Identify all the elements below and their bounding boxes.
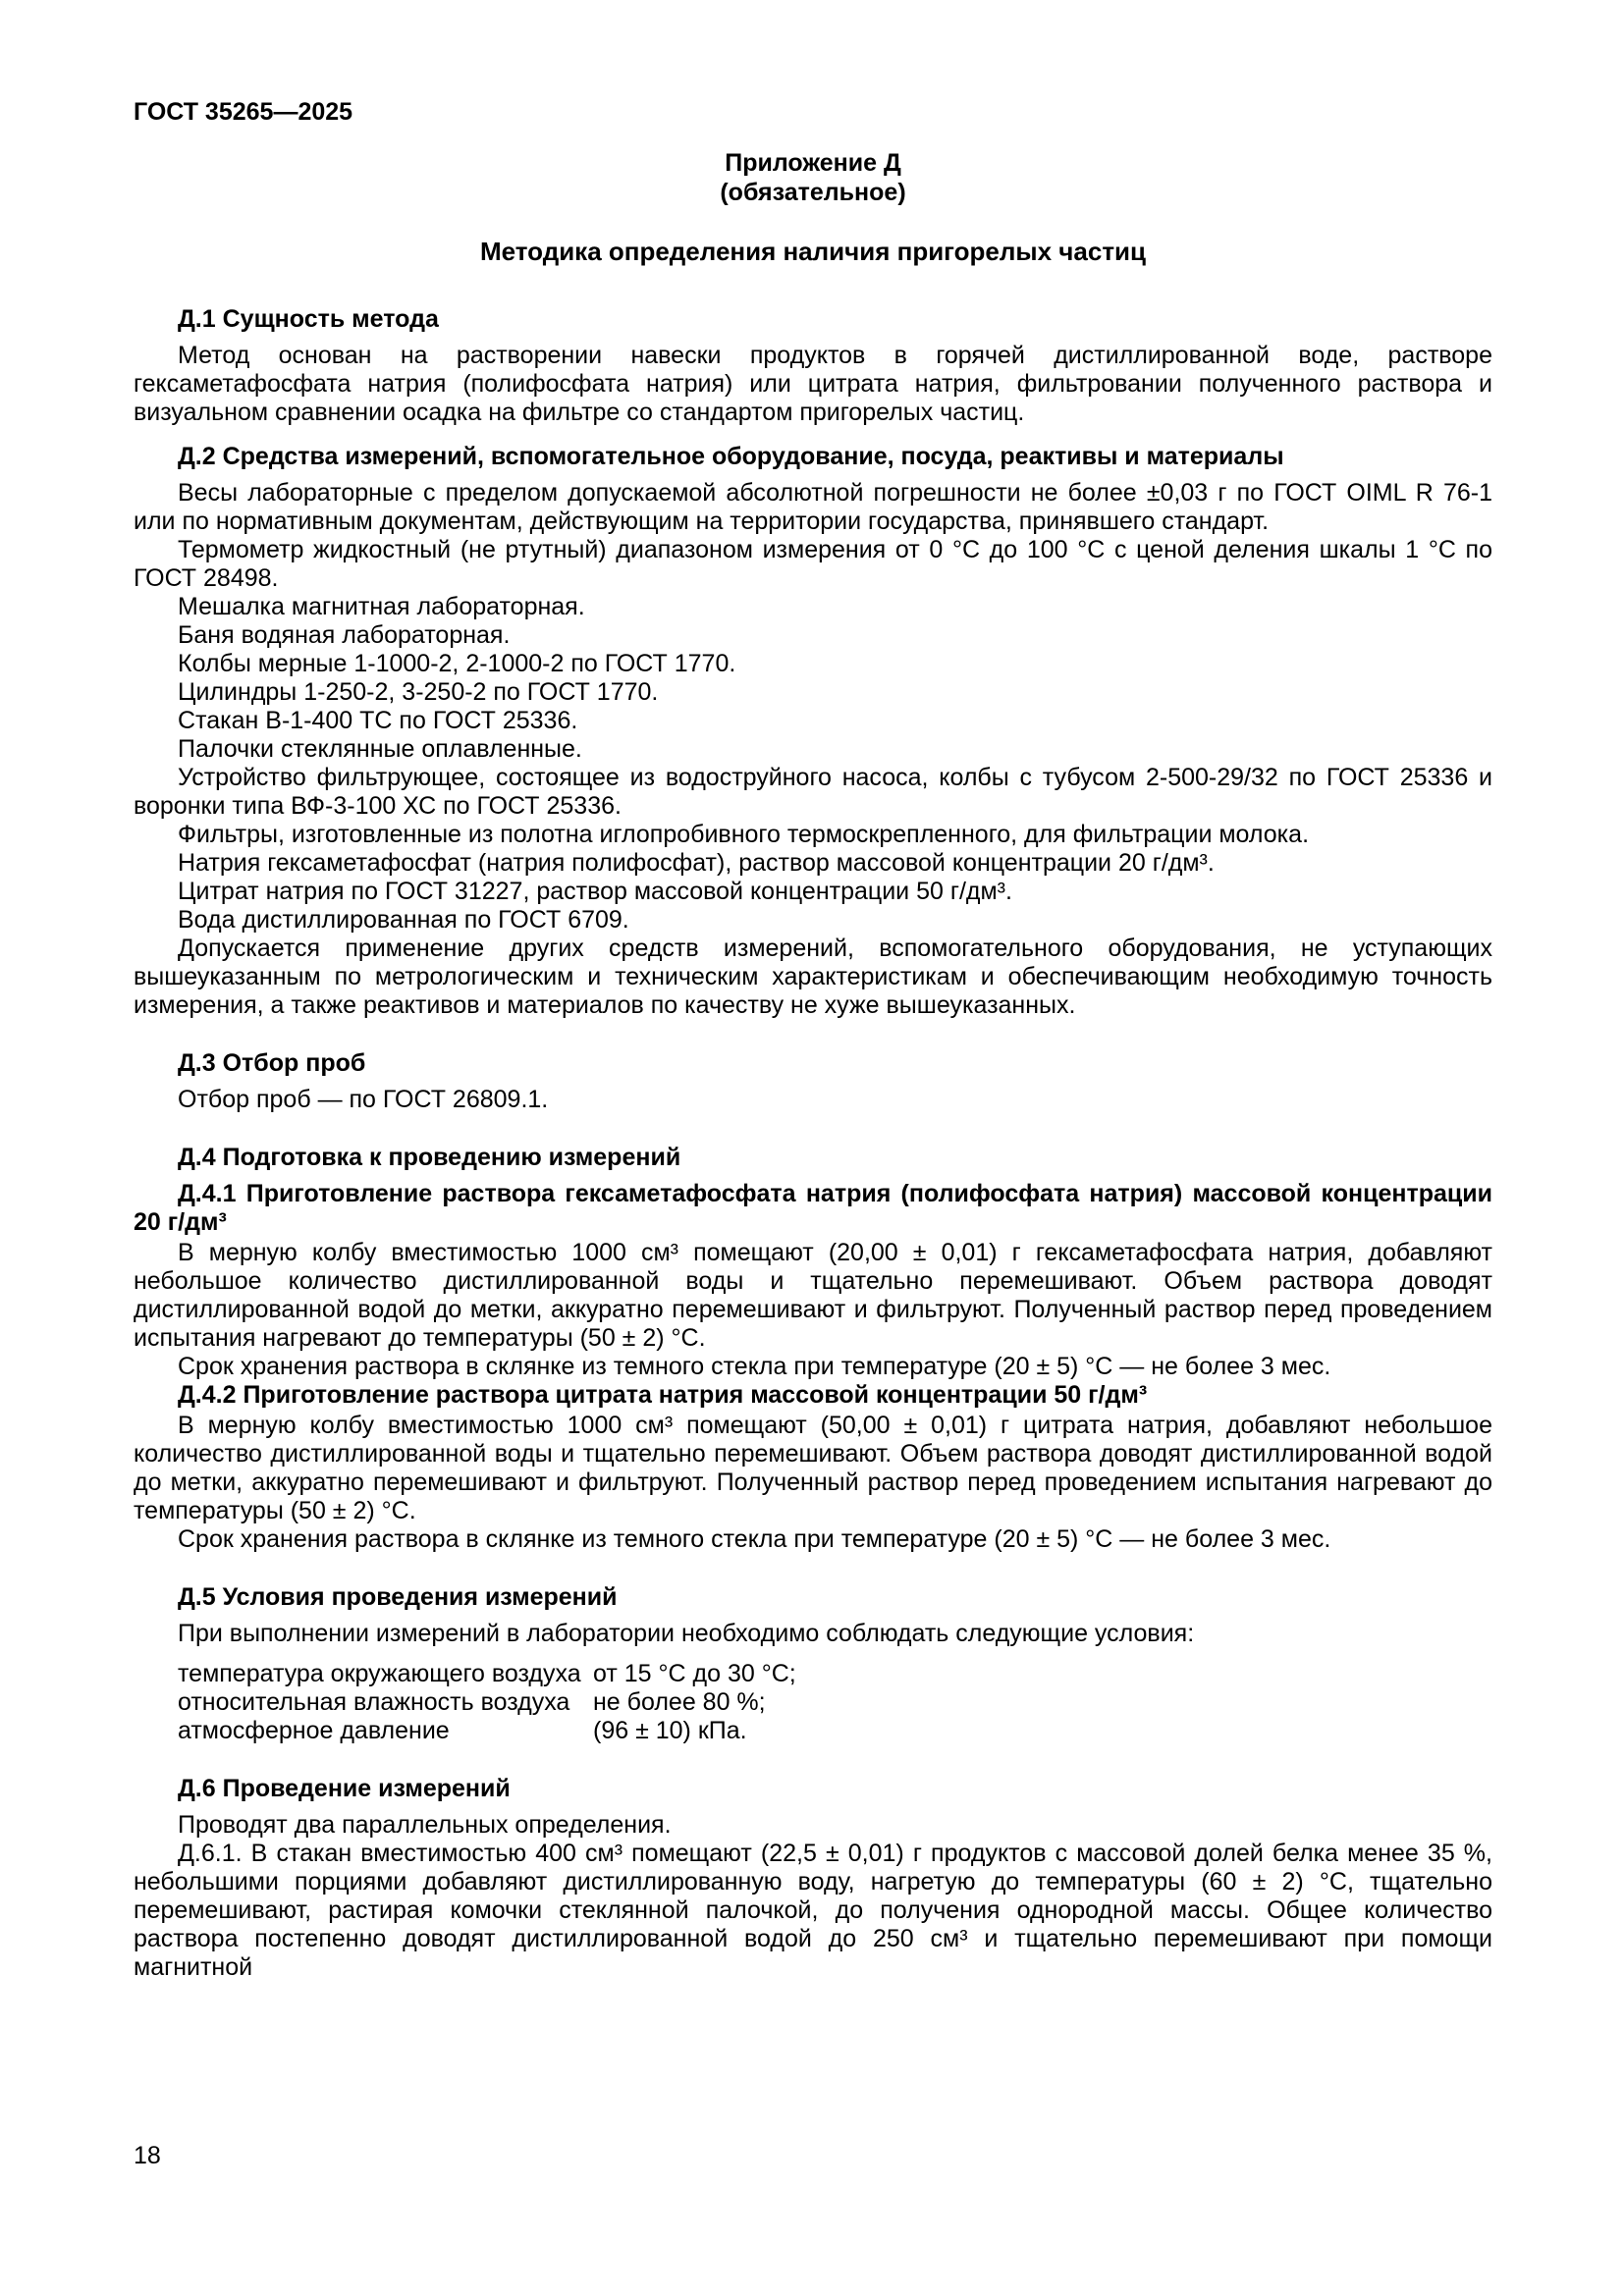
section-heading-d41: Д.4.1 Приготовление раствора гексаметафосфата натрия (полифосфата натрия) массовой концентрации 20 г/дм³ <box>134 1180 1492 1236</box>
paragraph: Вода дистиллированная по ГОСТ 6709. <box>178 906 629 934</box>
paragraph: При выполнении измерений в лаборатории необходимо соблюдать следующие условия: <box>178 1620 1195 1647</box>
paragraph: Срок хранения раствора в склянке из темного стекла при температуре (20 ± 5) °С — не более 3 мес. <box>178 1525 1331 1553</box>
section-heading-d4: Д.4 Подготовка к проведению измерений <box>178 1144 681 1171</box>
annex-title: Методика определения наличия пригорелых частиц <box>479 237 1147 266</box>
paragraph: Д.6.1. В стакан вместимостью 400 см³ помещают (22,5 ± 0,01) г продуктов с массовой долей белка менее 35 %, небольшими порциями добавляют дистиллированную воду, нагретую до температуры (60 ± 2) °С, тщательно перемешивают, растирая комочки стеклянной палочкой, до получения однородной массы. Общее количество раствора постепенно доводят дистиллированной водой до 250 см³ и тщательно перемешивают при помощи магнитной <box>134 1840 1492 1981</box>
condition-row <box>134 1688 1492 1717</box>
paragraph: В мерную колбу вместимостью 1000 см³ помещают (20,00 ± 0,01) г гексаметафосфата натрия, добавляют небольшое количество дистиллированной воды и тщательно перемешивают. Объем раствора доводят дистиллированной водой до метки, аккуратно перемешивают и фильтруют. Полученный раствор перед проведением испытания нагревают до температуры (50 ± 2) °С. <box>134 1239 1492 1352</box>
condition-label: температура окружающего воздуха <box>178 1660 581 1687</box>
annex-label: Приложение Д <box>725 149 901 177</box>
condition-value: (96 ± 10) кПа. <box>593 1717 747 1744</box>
condition-label: атмосферное давление <box>178 1717 450 1744</box>
paragraph: Допускается применение других средств измерений, вспомогательного оборудования, не уступающих вышеуказанным по метрологическим и техническим характеристикам и обеспечивающим необходимую точность измерения, а также реактивов и материалов по качеству не хуже вышеуказанных. <box>134 934 1492 1019</box>
paragraph: Натрия гексаметафосфат (натрия полифосфат), раствор массовой концентрации 20 г/дм³. <box>178 849 1215 877</box>
section-heading-d6: Д.6 Проведение измерений <box>178 1775 511 1802</box>
section-heading-d1: Д.1 Сущность метода <box>178 305 439 333</box>
condition-label: относительная влажность воздуха <box>178 1688 570 1716</box>
paragraph: Палочки стеклянные оплавленные. <box>178 735 582 763</box>
condition-value: не более 80 %; <box>593 1688 766 1716</box>
page-number: 18 <box>134 2142 161 2169</box>
paragraph: В мерную колбу вместимостью 1000 см³ помещают (50,00 ± 0,01) г цитрата натрия, добавляют небольшое количество дистиллированной воды и тщательно перемешивают. Объем раствора доводят дистиллированной водой до метки, аккуратно перемешивают и фильтруют. Полученный раствор перед проведением испытания нагревают до температуры (50 ± 2) °С. <box>134 1412 1492 1524</box>
paragraph: Термометр жидкостный (не ртутный) диапазоном измерения от 0 °С до 100 °С с ценой деления шкалы 1 °С по ГОСТ 28498. <box>134 536 1492 592</box>
section-heading-d5: Д.5 Условия проведения измерений <box>178 1583 618 1611</box>
measurement-conditions <box>134 1660 1492 1745</box>
paragraph: Весы лабораторные с пределом допускаемой абсолютной погрешности не более ±0,03 г по ГОСТ OIML R 76-1 или по нормативным документам, действующим на территории государства, принявшего стандарт. <box>134 479 1492 535</box>
condition-row <box>134 1660 1492 1688</box>
paragraph: Срок хранения раствора в склянке из темного стекла при температуре (20 ± 5) °С — не более 3 мес. <box>178 1353 1331 1380</box>
paragraph: Колбы мерные 1-1000-2, 2-1000-2 по ГОСТ 1770. <box>178 650 736 677</box>
paragraph: Цилиндры 1-250-2, 3-250-2 по ГОСТ 1770. <box>178 678 659 706</box>
paragraph: Баня водяная лабораторная. <box>178 621 511 649</box>
condition-value: от 15 °С до 30 °С; <box>593 1660 796 1687</box>
paragraph: Устройство фильтрующее, состоящее из водоструйного насоса, колбы с тубусом 2-500-29/32 по ГОСТ 25336 и воронки типа ВФ-3-100 ХС по ГОСТ 25336. <box>134 764 1492 820</box>
condition-row <box>134 1717 1492 1745</box>
section-heading-d3: Д.3 Отбор проб <box>178 1049 366 1077</box>
paragraph: Метод основан на растворении навески продуктов в горячей дистиллированной воде, растворе гексаметафосфата натрия (полифосфата натрия) или цитрата натрия, фильтровании полученного раствора и визуальном сравнении осадка на фильтре со стандартом пригорелых частиц. <box>134 342 1492 426</box>
paragraph: Цитрат натрия по ГОСТ 31227, раствор массовой концентрации 50 г/дм³. <box>178 878 1012 905</box>
paragraph: Фильтры, изготовленные из полотна иглопробивного термоскрепленного, для фильтрации молока. <box>178 821 1310 848</box>
document-number: ГОСТ 35265—2025 <box>134 98 353 126</box>
paragraph: Проводят два параллельных определения. <box>178 1811 672 1839</box>
paragraph: Отбор проб — по ГОСТ 26809.1. <box>178 1086 549 1113</box>
section-heading-d2: Д.2 Средства измерений, вспомогательное оборудование, посуда, реактивы и материалы <box>178 443 1284 470</box>
paragraph: Стакан В-1-400 ТС по ГОСТ 25336. <box>178 707 578 734</box>
paragraph: Мешалка магнитная лабораторная. <box>178 593 585 620</box>
annex-status: (обязательное) <box>720 179 906 206</box>
section-heading-d42: Д.4.2 Приготовление раствора цитрата натрия массовой концентрации 50 г/дм³ <box>178 1381 1148 1409</box>
